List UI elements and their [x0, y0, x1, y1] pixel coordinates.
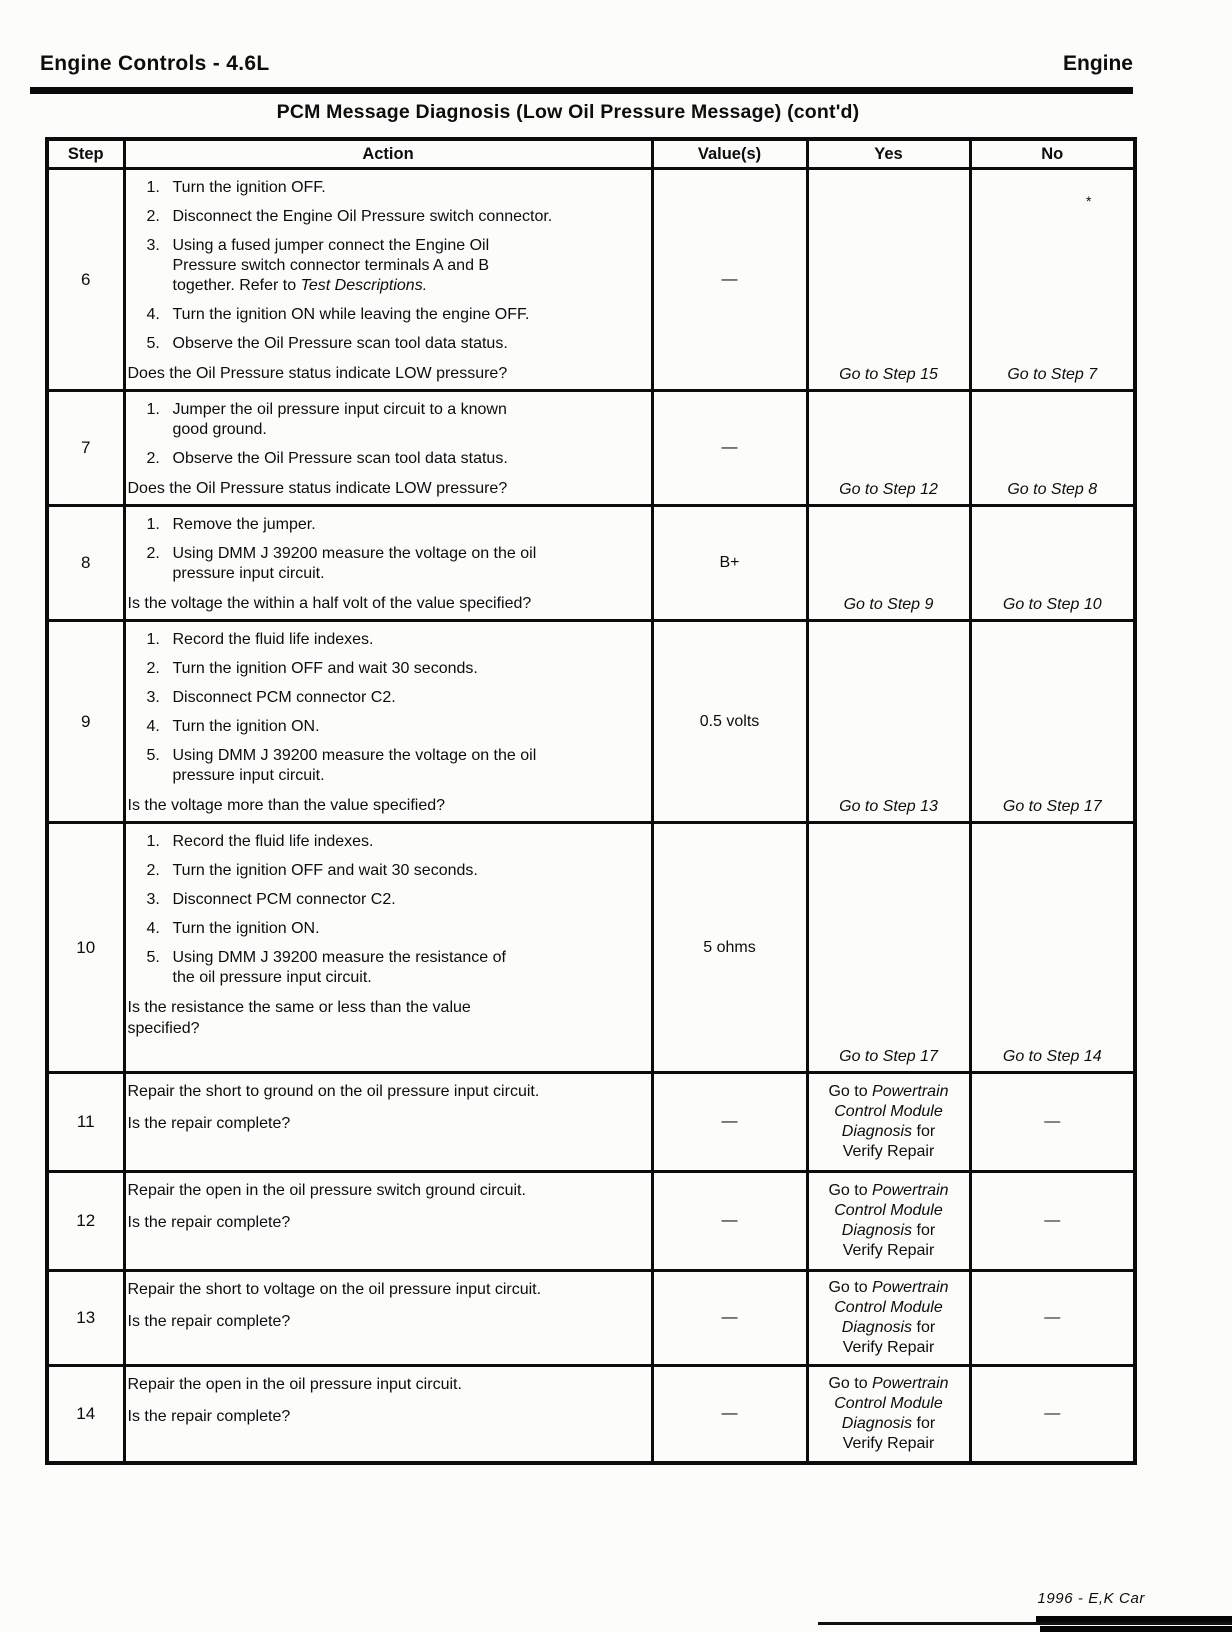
action-list-item: 5. Observe the Oil Pressure scan tool data status. — [146, 335, 508, 352]
table-body — [47, 169, 1135, 1463]
footer-rule-thick — [1036, 1616, 1232, 1622]
value-cell: 5 ohms — [652, 823, 807, 1073]
action-list-item: 4. Turn the ignition ON. — [146, 718, 320, 735]
action-list-item: 2. Observe the Oil Pressure scan tool data status. — [146, 450, 508, 467]
question-text: Is the voltage more than the value specified? — [127, 797, 446, 814]
yes-cell: Go to Powertrain Control Module Diagnosis for Verify Repair — [807, 1073, 970, 1172]
action-list-item: 2. Disconnect the Engine Oil Pressure switch connector. — [146, 208, 553, 225]
question-text: Is the repair complete? — [127, 1313, 291, 1330]
action-list-item: 5. Using DMM J 39200 measure the resistance of the oil pressure input circuit. — [146, 949, 506, 986]
no-cell: — — [970, 1172, 1135, 1271]
table-row — [47, 391, 1135, 506]
action-list-item: 5. Using DMM J 39200 measure the voltage on the oil pressure input circuit. — [146, 747, 537, 784]
value-cell: — — [652, 1172, 807, 1271]
yes-cell: Go to Step 13 — [807, 621, 970, 823]
col-header-action: Action — [124, 139, 652, 169]
table-header — [47, 139, 1135, 169]
action-list-item: 1. Jumper the oil pressure input circuit to a known good ground. — [146, 401, 507, 438]
action-cell — [124, 823, 652, 1073]
step-number-cell: 11 — [47, 1073, 124, 1172]
step-number-cell: 6 — [47, 169, 124, 391]
value-cell: — — [652, 391, 807, 506]
action-list-item: 3. Using a fused jumper connect the Engine Oil Pressure switch connector terminals A and B together. Refer to Test Descriptions. — [146, 237, 490, 294]
no-cell: Go to Step 17 — [970, 621, 1135, 823]
table-row — [47, 1073, 1135, 1172]
action-cell — [124, 1366, 652, 1463]
question-text: Is the repair complete? — [127, 1408, 291, 1425]
action-cell — [124, 621, 652, 823]
no-cell: Go to Step 7 — [970, 169, 1135, 391]
yes-cell: Go to Powertrain Control Module Diagnosis for Verify Repair — [807, 1172, 970, 1271]
no-cell: Go to Step 8 — [970, 391, 1135, 506]
action-list-item: 2. Using DMM J 39200 measure the voltage on the oil pressure input circuit. — [146, 545, 537, 582]
action-cell — [124, 1172, 652, 1271]
yes-cell: Go to Step 12 — [807, 391, 970, 506]
question-text: Is the repair complete? — [127, 1214, 291, 1231]
action-items — [128, 628, 647, 795]
header-row — [47, 139, 1135, 169]
table-row — [47, 1366, 1135, 1463]
action-list-item: 4. Turn the ignition ON while leaving the engine OFF. — [146, 306, 530, 323]
col-header-values: Value(s) — [652, 139, 807, 169]
repair-statement: Repair the open in the oil pressure input circuit. — [127, 1376, 462, 1393]
value-cell: B+ — [652, 506, 807, 621]
repair-statement: Repair the short to voltage on the oil pressure input circuit. — [127, 1281, 542, 1298]
table-row — [47, 621, 1135, 823]
action-items — [128, 830, 647, 997]
action-items — [128, 513, 647, 593]
table-row — [47, 1172, 1135, 1271]
value-cell: — — [652, 1271, 807, 1366]
page-footer: 1996 - E,K Car — [1037, 1590, 1145, 1607]
action-items — [128, 1278, 647, 1311]
yes-cell: Go to Powertrain Control Module Diagnosis for Verify Repair — [807, 1366, 970, 1463]
action-items — [128, 398, 647, 478]
step-number-cell: 9 — [47, 621, 124, 823]
table-row — [47, 506, 1135, 621]
action-items — [128, 1179, 647, 1212]
question-text: Does the Oil Pressure status indicate LOW pressure? — [127, 365, 508, 382]
repair-statement: Repair the short to ground on the oil pressure input circuit. — [127, 1083, 540, 1100]
action-list-item: 2. Turn the ignition OFF and wait 30 seconds. — [146, 660, 478, 677]
step-number-cell: 10 — [47, 823, 124, 1073]
question-text: Is the resistance the same or less than the value specified? — [127, 999, 471, 1037]
yes-cell: Go to Powertrain Control Module Diagnosis for Verify Repair — [807, 1271, 970, 1366]
value-cell: — — [652, 169, 807, 391]
no-cell: — — [970, 1073, 1135, 1172]
yes-cell: Go to Step 15 — [807, 169, 970, 391]
table-row — [47, 823, 1135, 1073]
repair-statement: Repair the open in the oil pressure switch ground circuit. — [127, 1182, 526, 1199]
yes-cell: Go to Step 9 — [807, 506, 970, 621]
scan-artifact-mark: * — [1086, 193, 1092, 209]
action-list-item: 4. Turn the ignition ON. — [146, 920, 320, 937]
yes-cell: Go to Step 17 — [807, 823, 970, 1073]
question-text: Is the voltage the within a half volt of the value specified? — [127, 595, 532, 612]
page-header-left: Engine Controls - 4.6L — [40, 52, 270, 75]
question-text: Does the Oil Pressure status indicate LOW pressure? — [127, 480, 508, 497]
value-cell: — — [652, 1073, 807, 1172]
page-title: PCM Message Diagnosis (Low Oil Pressure Message) (cont'd) — [276, 101, 860, 123]
col-header-no: No — [970, 139, 1135, 169]
step-number-cell: 7 — [47, 391, 124, 506]
action-list-item: 3. Disconnect PCM connector C2. — [146, 689, 396, 706]
question-text: Is the repair complete? — [127, 1115, 291, 1132]
action-items — [128, 1080, 647, 1113]
footer-rule-base — [1040, 1626, 1232, 1632]
col-header-step: Step — [47, 139, 124, 169]
action-list-item: 1. Turn the ignition OFF. — [146, 179, 326, 196]
no-cell: — — [970, 1366, 1135, 1463]
footer-rule-thin — [818, 1622, 1232, 1625]
no-cell: Go to Step 10 — [970, 506, 1135, 621]
action-list-item: 1. Remove the jumper. — [146, 516, 316, 533]
action-list-item: 1. Record the fluid life indexes. — [146, 833, 374, 850]
action-cell — [124, 169, 652, 391]
action-list-item: 3. Disconnect PCM connector C2. — [146, 891, 396, 908]
action-list-item: 1. Record the fluid life indexes. — [146, 631, 374, 648]
no-cell: — — [970, 1271, 1135, 1366]
diagnosis-table — [45, 137, 1137, 1465]
action-items — [128, 1373, 647, 1406]
value-cell: — — [652, 1366, 807, 1463]
header-rule — [30, 87, 1133, 94]
step-number-cell: 13 — [47, 1271, 124, 1366]
action-cell — [124, 506, 652, 621]
action-cell — [124, 1271, 652, 1366]
action-list-item: 2. Turn the ignition OFF and wait 30 seconds. — [146, 862, 478, 879]
action-cell — [124, 391, 652, 506]
table-row — [47, 1271, 1135, 1366]
col-header-yes: Yes — [807, 139, 970, 169]
action-items — [128, 176, 647, 363]
step-number-cell: 8 — [47, 506, 124, 621]
action-cell — [124, 1073, 652, 1172]
value-cell: 0.5 volts — [652, 621, 807, 823]
no-cell: Go to Step 14 — [970, 823, 1135, 1073]
step-number-cell: 12 — [47, 1172, 124, 1271]
page-header-right: Engine — [1062, 52, 1133, 75]
step-number-cell: 14 — [47, 1366, 124, 1463]
table-row — [47, 169, 1135, 391]
